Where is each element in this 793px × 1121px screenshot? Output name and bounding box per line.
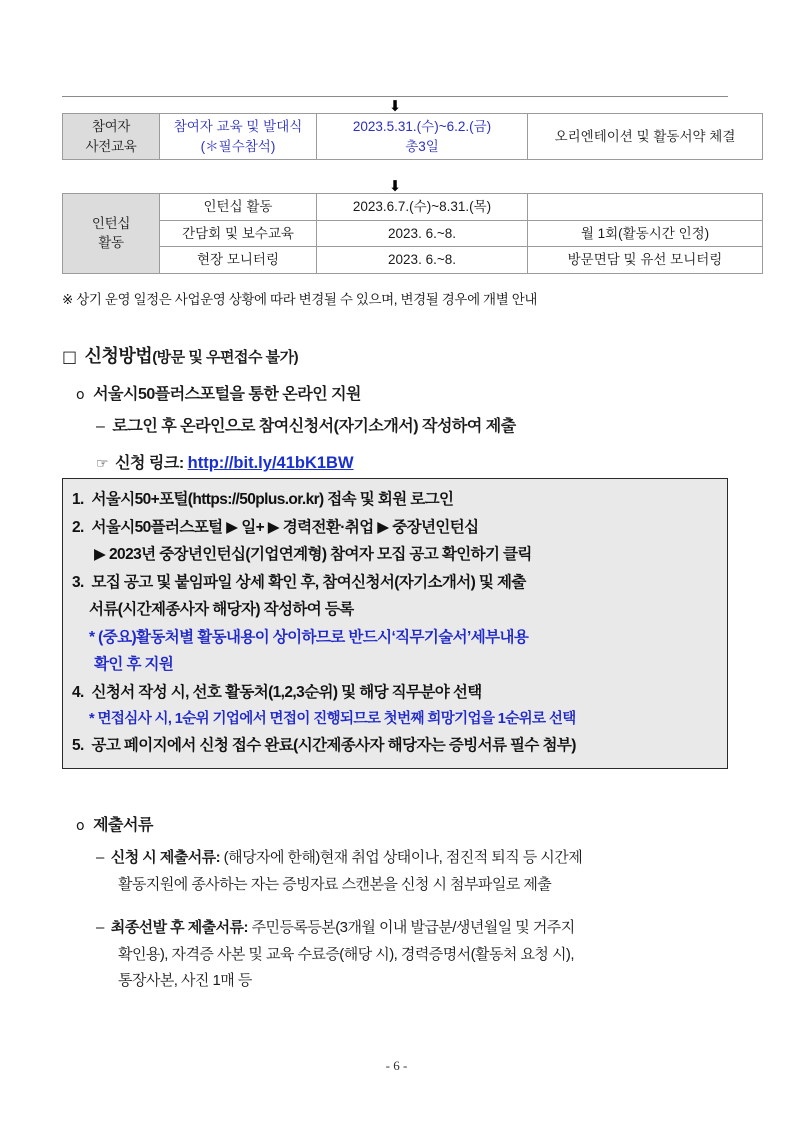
step-text: 공고 페이지에서 신청 접수 완료(시간제종사자 해당자는 증빙서류 필수 첨부)	[91, 737, 576, 755]
documents-heading-label: 제출서류	[93, 817, 153, 834]
apply-level1-label: 서울시50플러스포털을 통한 온라인 지원	[93, 386, 362, 403]
document-item-after-selection	[96, 915, 744, 995]
document-item-body-cont: 활동지원에 종사하는 자는 증빙자료 스캔본을 신청 시 첨부파일로 제출	[118, 875, 552, 893]
period-cell: 2023. 6.~8.	[317, 247, 528, 274]
row-category-label	[63, 114, 160, 160]
activity-line-1: 참여자 교육 및 발대식	[173, 119, 303, 134]
apply-level2-label: 로그인 후 온라인으로 참여신청서(자기소개서) 작성하여 제출	[112, 418, 516, 435]
apply-heading-main: 신청방법	[84, 346, 153, 366]
step-text: 확인 후 지원	[94, 656, 174, 674]
step-text: 신청서 작성 시, 선호 활동처(1,2,3순위) 및 해당 직무분야 선택	[91, 684, 482, 702]
document-item-on-apply	[96, 845, 744, 898]
step-text: ▶ 2023년 중장년인턴십(기업연계형) 참여자 모집 공고 확인하기 클릭	[94, 546, 532, 564]
apply-link-row	[96, 450, 354, 473]
table-row	[63, 194, 763, 221]
category-line-2: 활동	[98, 235, 124, 251]
circle-bullet-icon: o	[76, 387, 85, 403]
period-cell: 2023. 6.~8.	[317, 220, 528, 247]
step-line	[72, 514, 718, 542]
schedule-footnote: ※ 상기 운영 일정은 사업운영 상황에 따라 변경될 수 있으며, 변경될 경우에 개별 안내	[62, 292, 537, 307]
activity-cell: 현장 모니터링	[160, 247, 317, 274]
step-line	[72, 596, 718, 624]
row-category-label	[63, 194, 160, 274]
dash-bullet-icon: –	[96, 418, 105, 435]
remark-cell: 월 1회(활동시간 인정)	[528, 220, 763, 247]
document-item-label: 신청 시 제출서류:	[110, 849, 221, 866]
apply-level1-item	[76, 381, 361, 404]
document-item-label: 최종선발 후 제출서류:	[110, 919, 248, 936]
category-line-1: 인턴십	[91, 215, 131, 231]
remark-cell: 방문면담 및 유선 모니터링	[528, 247, 763, 274]
period-cell: 2023.6.7.(수)~8.31.(목)	[317, 194, 528, 221]
section-heading-apply-method	[62, 342, 298, 368]
step-note	[72, 624, 718, 652]
documents-heading	[76, 812, 153, 835]
step-line	[72, 569, 718, 597]
step-text: 서류(시간제종사자 해당자) 작성하여 등록	[89, 601, 354, 619]
step-line	[72, 541, 718, 569]
category-line-1: 참여자	[91, 119, 131, 134]
step-note	[72, 651, 718, 679]
activity-cell: 간담회 및 보수교육	[160, 220, 317, 247]
schedule-table-pretraining	[62, 113, 763, 160]
remark-cell	[528, 194, 763, 221]
apply-link-label: 신청 링크:	[115, 455, 184, 472]
document-item-body: 주민등록등본(3개월 이내 발급분/생년월일 및 거주지	[247, 919, 575, 936]
step-text: * (중요)활동처별 활동내용이 상이하므로 반드시‘직무기술서’세부내용	[89, 628, 529, 646]
period-line-1: 2023.5.31.(수)~6.2.(금)	[352, 119, 492, 134]
pointing-hand-icon: ☞	[96, 456, 109, 472]
square-bullet-icon: □	[62, 347, 77, 366]
dash-bullet-icon: –	[96, 919, 104, 936]
step-number: 5.	[72, 737, 84, 755]
document-item-body: (해당자에 한해)현재 취업 상태이나, 점진적 퇴직 등 시간제	[220, 849, 583, 866]
application-link[interactable]: http://bit.ly/41bK1BW	[187, 454, 354, 472]
page-number: - 6 -	[385, 1058, 408, 1073]
step-number: 2.	[72, 518, 84, 536]
period-cell	[317, 114, 528, 160]
category-line-2: 사전교육	[85, 138, 137, 154]
flow-arrow-icon-1: ⬇	[388, 97, 402, 115]
document-item-body-cont: 확인용), 자격증 사본 및 교육 수료증(해당 시), 경력증명서(활동처 요청 시),	[118, 945, 574, 963]
remark-cell: 오리엔테이션 및 활동서약 체결	[528, 114, 763, 160]
document-item-body-cont2: 통장사본, 사진 1매 등	[118, 972, 252, 990]
apply-heading-sub: (방문 및 우편접수 불가)	[152, 349, 299, 366]
activity-cell	[160, 114, 317, 160]
activity-cell: 인턴십 활동	[160, 194, 317, 221]
steps-instruction-box	[62, 478, 728, 769]
step-number: 3.	[72, 573, 84, 591]
schedule-table-internship	[62, 193, 763, 274]
step-text: * 면접심사 시, 1순위 기업에서 면접이 진행되므로 첫번째 희망기업을 1순위로 선택	[89, 710, 576, 727]
step-text: 서울시50+포털(https://50plus.or.kr) 접속 및 회원 로그인	[91, 491, 454, 508]
table-row	[63, 247, 763, 274]
flow-arrow-icon-2: ⬇	[388, 177, 402, 195]
step-note	[72, 707, 718, 733]
step-line	[72, 486, 718, 514]
circle-bullet-icon: o	[76, 818, 85, 834]
step-text: 서울시50플러스포털 ▶ 일+ ▶ 경력전환·취업 ▶ 중장년인턴십	[91, 518, 479, 536]
table-row	[63, 220, 763, 247]
step-line	[72, 732, 718, 760]
activity-line-2: (＊필수참석)	[200, 138, 276, 154]
table-row	[63, 114, 763, 160]
step-number: 1.	[72, 491, 84, 508]
step-line	[72, 679, 718, 707]
apply-level2-item	[96, 413, 516, 436]
step-text: 모집 공고 및 붙임파일 상세 확인 후, 참여신청서(자기소개서) 및 제출	[91, 573, 526, 591]
step-number: 4.	[72, 684, 84, 702]
dash-bullet-icon: –	[96, 849, 104, 866]
period-line-2: 총3일	[405, 138, 439, 154]
